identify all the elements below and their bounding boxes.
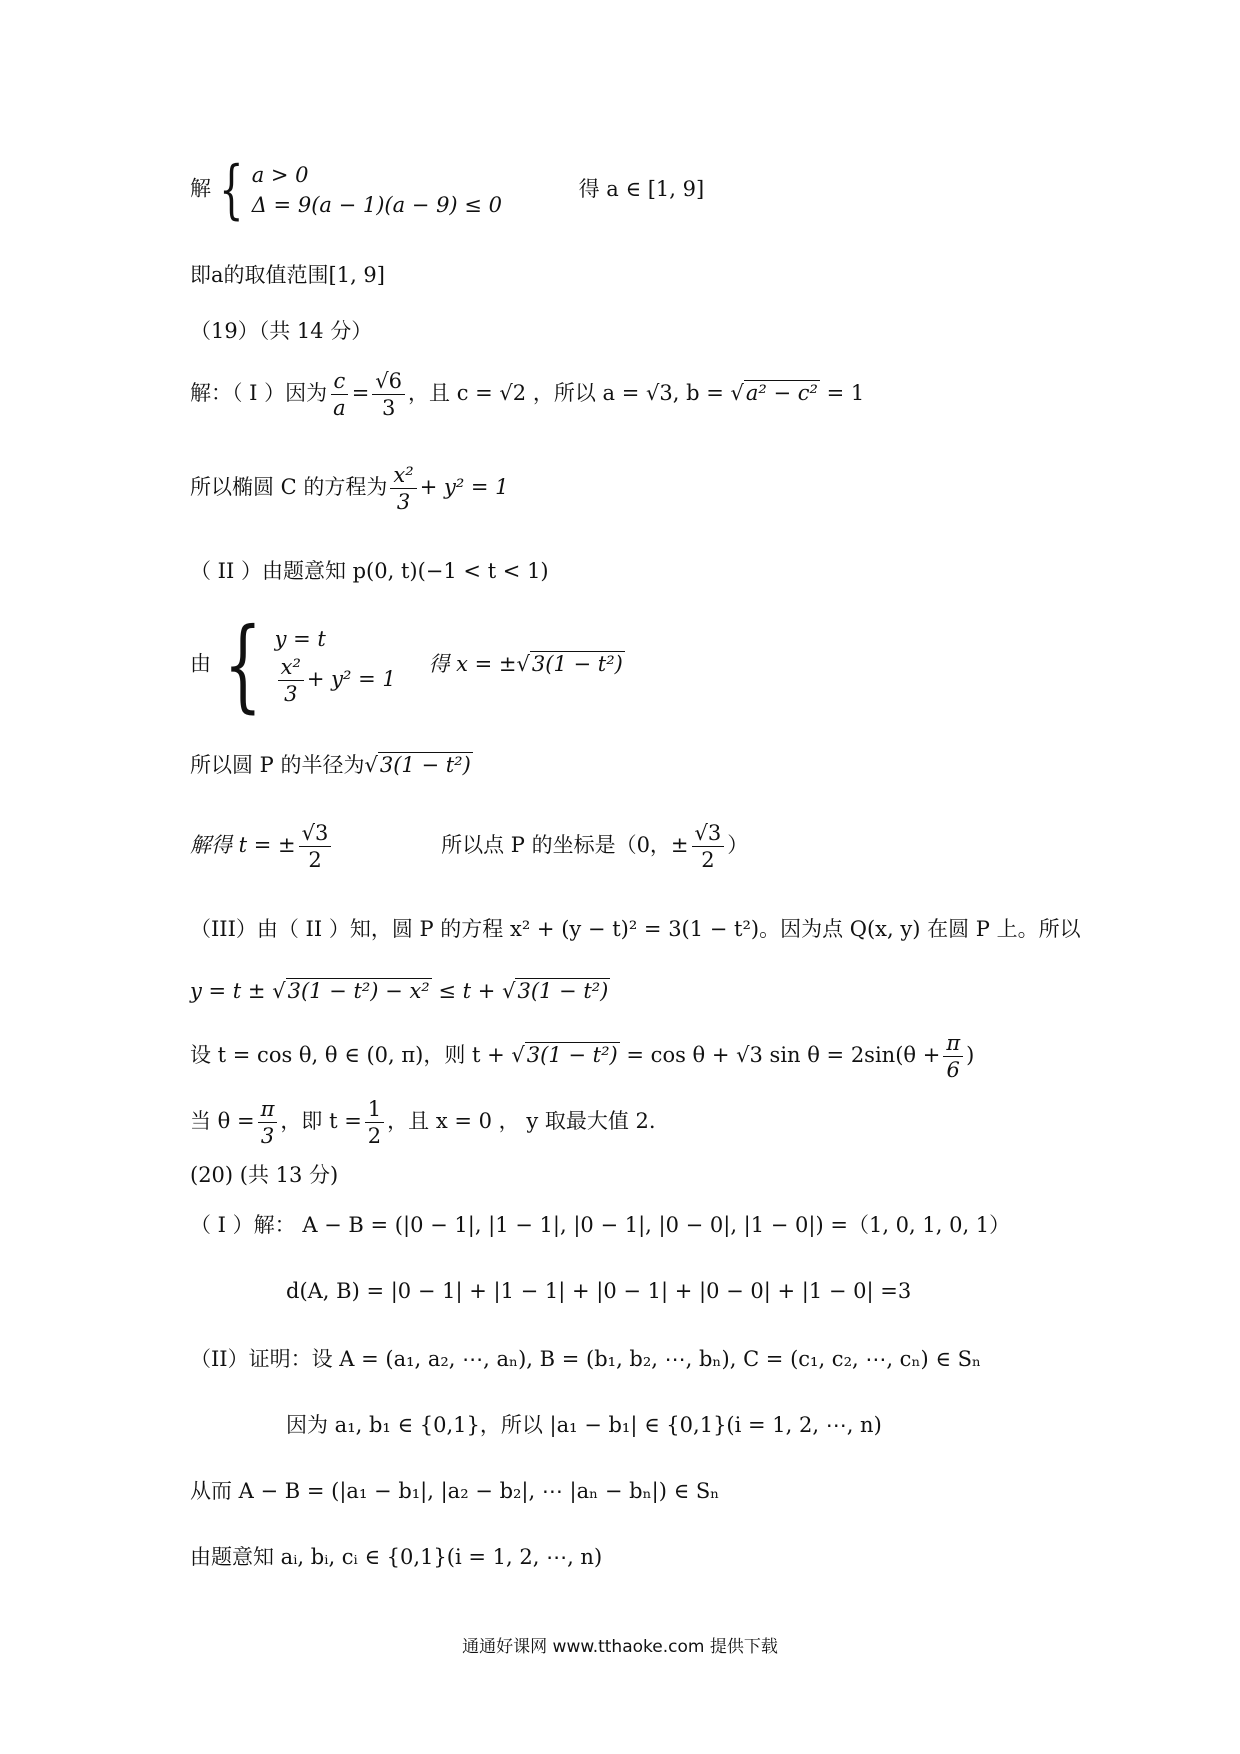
solution-line-6: （ II ）由题意知 p(0, t)(−1 < t < 1) [190, 559, 549, 583]
text: = 1 [826, 381, 865, 405]
solution-line-19: 从而 A − B = (|a₁ − b₁|, |a₂ − b₂|, ⋯ |aₙ − bₙ|) ∈ Sₙ [190, 1479, 720, 1503]
fraction-pi-over-3 [258, 1096, 278, 1149]
equation-system [275, 624, 396, 707]
fraction-x2-over-3 [278, 654, 304, 707]
numerator: √3 [692, 820, 725, 847]
denominator: a [333, 396, 346, 420]
denominator: 3 [260, 1124, 275, 1148]
text: ，且 x = 0 ， y 取最大值 2. [387, 1109, 656, 1133]
numerator: 1 [365, 1096, 384, 1123]
radicand: 3(1 − t²) [526, 1043, 618, 1067]
solution-line-10: （III）由（ II ）知，圆 P 的方程 x² + (y − t)² = 3(1 − t²)。因为点 Q(x, y) 在圆 P 上。所以 [190, 917, 1081, 941]
text: ) [966, 1043, 975, 1067]
solution-line-16: d(A, B) = |0 − 1| + |1 − 1| + |0 − 1| + |0 − 0| + |1 − 0| =3 [286, 1279, 912, 1303]
solution-line-8: 所以圆 P 的半径为√3(1 − t²) [190, 753, 471, 777]
numerator: x² [278, 654, 304, 681]
text: ≤ t + [438, 979, 496, 1003]
sqrt-expression [525, 1042, 620, 1068]
text: y = t ± [190, 979, 266, 1003]
denominator: 3 [284, 681, 298, 706]
denominator: 2 [367, 1124, 382, 1148]
solution-line-15: （ I ）解： A − B = (|0 − 1|, |1 − 1|, |0 − 1|, |0 − 0|, |1 − 0|) =（1, 0, 1, 0, 1） [190, 1213, 1011, 1237]
radicand: 3(1 − t²) [531, 651, 623, 676]
system-result: 得 a ∈ [1, 9] [578, 176, 705, 201]
solution-line-13 [190, 1096, 656, 1149]
text: 解：（ I ）因为 [190, 381, 328, 405]
denominator: 3 [396, 490, 411, 514]
numerator: π [258, 1096, 278, 1123]
section-20-heading: (20) (共 13 分) [190, 1163, 339, 1187]
solution-line-12: 设 t = cos θ, θ ∈ (0, π)，则 t + √3(1 − t²) = cos θ + √3 sin θ = 2sin(θ + $\frac{\pi}{6}$ ) [190, 1031, 975, 1082]
numerator: x² [390, 462, 416, 489]
denominator: 3 [381, 396, 396, 420]
text: ，即 t = [280, 1109, 362, 1133]
radicand: 3(1 − t²) [379, 753, 471, 777]
text: 所以椭圆 C 的方程为 [190, 475, 388, 499]
text: = cos θ + √3 sin θ = 2sin(θ + [626, 1043, 941, 1067]
solution-line-5 [190, 462, 509, 515]
solution-line-20: 由题意知 aᵢ, bᵢ, cᵢ ∈ {0,1}(i = 1, 2, ⋯, n) [190, 1545, 603, 1569]
text: 当 θ = [190, 1109, 255, 1133]
text: 由 [190, 651, 211, 676]
text: + y² = 1 [306, 666, 396, 691]
solution-line-17: （II）证明：设 A = (a₁, a₂, ⋯, aₙ), B = (b₁, b₂, ⋯, bₙ), C = (c₁, c₂, ⋯, cₙ) ∈ Sₙ [190, 1347, 982, 1371]
numerator: √6 [372, 368, 405, 395]
sqrt-expression [378, 752, 473, 778]
text: 解得 t = ± [190, 833, 296, 857]
text: + y² = 1 [419, 475, 509, 499]
sqrt-expression [530, 651, 625, 677]
denominator: 2 [701, 848, 715, 872]
fraction-x2-over-3 [390, 462, 416, 515]
page-footer: 通通好课网 www.tthaoke.com 提供下载 [462, 1637, 778, 1657]
numerator: c [331, 368, 349, 395]
radicand: 3(1 − t²) − x² [287, 979, 430, 1003]
solution-line-7 [190, 606, 625, 723]
brace-symbol: { [219, 153, 244, 227]
denominator: 6 [946, 1058, 960, 1082]
text: 设 t = cos θ, θ ∈ (0, π)，则 t + [190, 1043, 505, 1067]
denominator: 2 [308, 848, 322, 872]
numerator: √3 [299, 820, 332, 847]
text: 得 x = ± [428, 651, 517, 676]
fraction-sqrt3-over-2 [692, 820, 725, 873]
sqrt-expression [744, 380, 820, 406]
fraction-c-over-a [330, 368, 349, 421]
system-result: 得 x = ±√3(1 − t²) [428, 651, 623, 676]
sqrt-expression [286, 978, 432, 1004]
solution-line-1 [190, 153, 705, 227]
fraction-pi-over-6 [943, 1030, 963, 1083]
fraction-sqrt3-over-2 [299, 820, 332, 873]
label-jie: 解 [190, 176, 211, 201]
text: 所以点 P 的坐标是（0，± [441, 833, 689, 857]
text: ） [727, 833, 749, 857]
solution-line-2: 即a的取值范围[1, 9] [190, 263, 385, 287]
radicand: a² − c² [745, 381, 818, 405]
system-row-2 [275, 654, 396, 707]
solution-line-9 [190, 820, 748, 873]
system-row-1: y = t [274, 626, 326, 651]
section-19-heading: （19）（共 14 分） [190, 319, 373, 343]
inequality-system [252, 160, 502, 220]
system-row-1: a > 0 [251, 163, 309, 187]
solution-line-18: 因为 a₁, b₁ ∈ {0,1}，所以 |a₁ − b₁| ∈ {0,1}(i = 1, 2, ⋯, n) [286, 1413, 882, 1437]
solution-line-11: y = t ± √3(1 − t²) − x² ≤ t + √3(1 − t²) [190, 979, 609, 1003]
equals: = [351, 381, 370, 405]
fraction-1-over-2 [365, 1096, 384, 1149]
system-row-2: Δ = 9(a − 1)(a − 9) ≤ 0 [251, 193, 502, 217]
text: 所以圆 P 的半径为 [190, 753, 365, 777]
radicand: 3(1 − t²) [517, 979, 609, 1003]
fraction-sqrt6-over-3 [372, 368, 405, 421]
brace-symbol: { [223, 606, 262, 723]
sqrt-expression [515, 978, 610, 1004]
numerator: π [943, 1030, 963, 1057]
text: ，且 c = √2 ，所以 a = √3, b = [408, 381, 724, 405]
solution-line-4: 解：（ I ）因为 $\frac{c}{a}$ = $\frac{√6}{3}$ ，且 c = √2 ，所以 a = √3, b = √a² − c² = 1 [190, 369, 865, 420]
